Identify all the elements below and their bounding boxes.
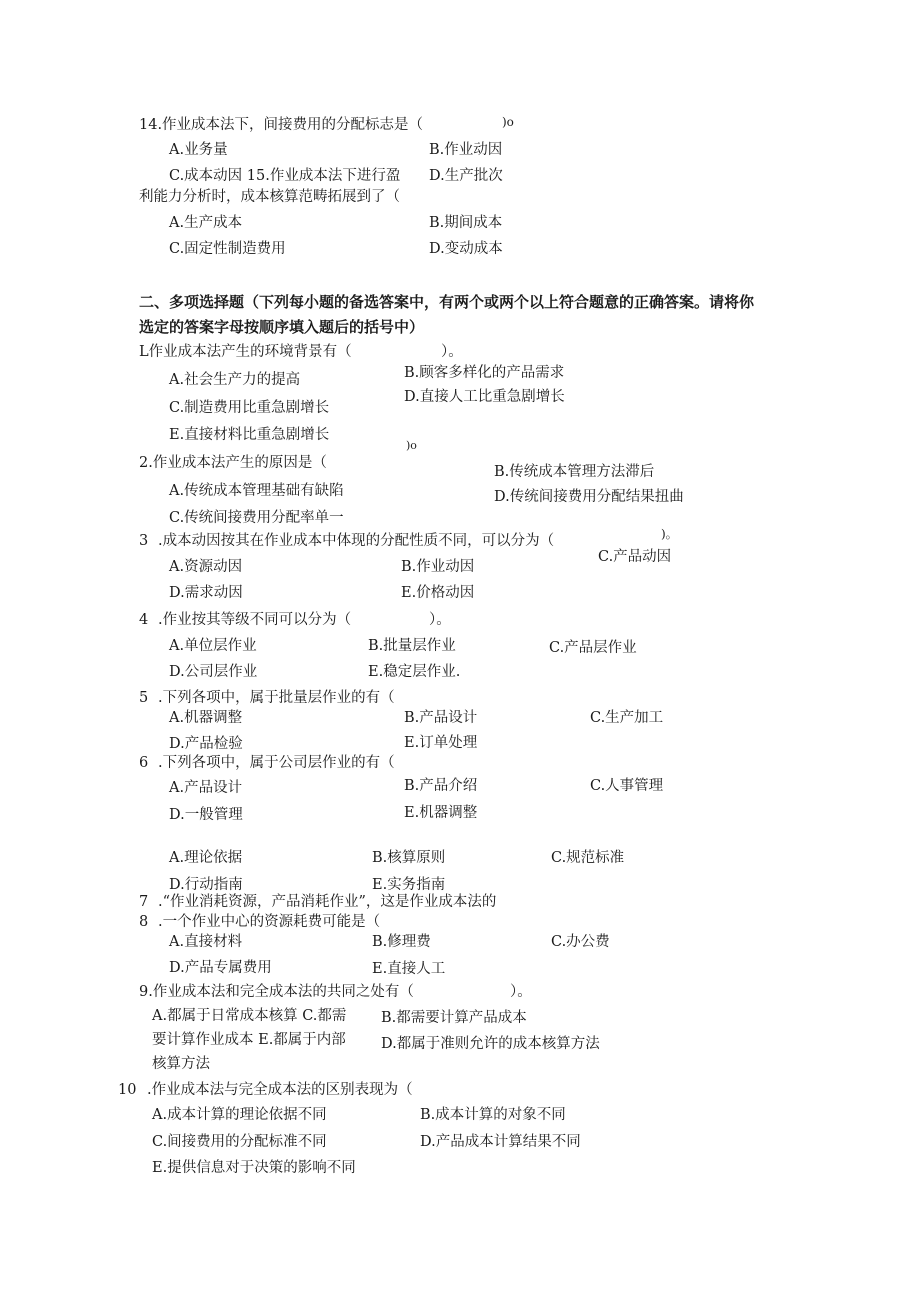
m1-stem: L作业成本法产生的环境背景有（ — [139, 344, 352, 360]
m6-option-b: B.产品介绍 — [404, 778, 478, 794]
m4-option-a: A.单位层作业 — [169, 638, 257, 654]
m3-stem-end: )。 — [661, 527, 678, 541]
q15-stem: 利能力分析时，成本核算范畴拓展到了（ — [139, 189, 400, 205]
m3-number: 3 — [139, 533, 149, 549]
m4-stem: .作业按其等级不同可以分为（ — [158, 612, 352, 628]
m3-option-d: D.需求动因 — [169, 585, 243, 601]
m4-option-d: D.公司层作业 — [169, 664, 258, 680]
q14-option-c-q15-start: C.成本动因 15.作业成本法下进行盈 — [169, 168, 401, 184]
m9-stem: 9.作业成本法和完全成本法的共同之处有（ — [139, 984, 414, 1000]
m8-option-c: C.办公费 — [551, 934, 610, 950]
m8-number: 8 — [139, 914, 149, 930]
q15-option-b: B.期间成本 — [429, 215, 503, 231]
m5-stem: .下列各项中，属于批量层作业的有（ — [158, 690, 395, 706]
m2-option-b: B.传统成本管理方法滞后 — [494, 464, 655, 480]
m1-option-e: E.直接材料比重急剧增长 — [169, 427, 330, 443]
m8-stem: .一个作业中心的资源耗费可能是（ — [158, 914, 381, 930]
m2-stem: 2.作业成本法产生的原因是（ — [139, 455, 327, 471]
m1-option-d: D.直接人工比重急剧增长 — [404, 389, 565, 405]
m9-option-b: B.都需要计算产品成本 — [381, 1010, 527, 1026]
m7-option-e: E.实务指南 — [372, 877, 446, 893]
q15-option-d: D.变动成本 — [429, 241, 503, 257]
m1-stem-end: ）。 — [441, 344, 463, 360]
m1-stray-mark: )o — [406, 439, 417, 452]
m7-option-b: B.核算原则 — [372, 850, 446, 866]
m4-option-e: E.稳定层作业. — [368, 664, 461, 680]
m1-option-c: C.制造费用比重急剧增长 — [169, 400, 330, 416]
m4-stem-end: ）。 — [429, 612, 451, 628]
m9-options-line3: 核算方法 — [152, 1056, 210, 1072]
m7-option-d: D.行动指南 — [169, 877, 243, 893]
m10-option-d: D.产品成本计算结果不同 — [420, 1134, 581, 1150]
m4-number: 4 — [139, 612, 149, 628]
q14-option-d: D.生产批次 — [429, 168, 503, 184]
m8-option-b: B.修理费 — [372, 934, 431, 950]
m10-option-b: B.成本计算的对象不同 — [420, 1107, 566, 1123]
m6-option-d: D.一般管理 — [169, 807, 243, 823]
m5-option-a: A.机器调整 — [169, 710, 243, 726]
m3-option-c: C.产品动因 — [598, 549, 672, 565]
q14-option-b: B.作业动因 — [429, 142, 503, 158]
m7-option-c: C.规范标准 — [551, 850, 625, 866]
m5-number: 5 — [139, 690, 149, 706]
m3-option-a: A.资源动因 — [169, 559, 243, 575]
m2-option-c: C.传统间接费用分配率单一 — [169, 510, 344, 526]
m6-option-e: E.机器调整 — [404, 805, 478, 821]
m8-option-e: E.直接人工 — [372, 961, 446, 977]
m6-option-c: C.人事管理 — [590, 778, 664, 794]
m5-option-e: E.订单处理 — [404, 735, 478, 751]
m10-option-c: C.间接费用的分配标准不同 — [152, 1134, 327, 1150]
m6-stem: .下列各项中，属于公司层作业的有（ — [158, 755, 395, 771]
m3-option-b: B.作业动因 — [401, 559, 475, 575]
m3-stem: .成本动因按其在作业成本中体现的分配性质不同，可以分为（ — [158, 533, 555, 549]
m5-option-c: C.生产加工 — [590, 710, 664, 726]
m9-options-line2: 要计算作业成本 E.都属于内部 — [152, 1032, 346, 1048]
q15-option-a: A.生产成本 — [169, 215, 243, 231]
m2-option-a: A.传统成本管理基础有缺陷 — [169, 483, 344, 499]
m7-stem: .“作业消耗资源，产品消耗作业”，这是作业成本法的 — [158, 894, 497, 910]
q14-option-a: A.业务量 — [169, 142, 228, 158]
m10-option-e: E.提供信息对于决策的影响不同 — [152, 1160, 356, 1176]
m5-option-d: D.产品检验 — [169, 736, 243, 752]
m6-number: 6 — [139, 755, 149, 771]
m1-option-a: A.社会生产力的提高 — [169, 372, 301, 388]
m8-option-d: D.产品专属费用 — [169, 960, 272, 976]
m1-option-b: B.顾客多样化的产品需求 — [404, 365, 565, 381]
m9-option-d: D.都属于准则允许的成本核算方法 — [381, 1036, 600, 1052]
q14-stem-end: )o — [502, 115, 514, 129]
m10-stem: .作业成本法与完全成本法的区别表现为（ — [147, 1082, 413, 1098]
m7-number: 7 — [139, 894, 149, 910]
m7-option-a: A.理论依据 — [169, 850, 243, 866]
m10-number: 10 — [118, 1082, 137, 1098]
m5-option-b: B.产品设计 — [404, 710, 478, 726]
section-heading-line2: 选定的答案字母按顺序填入题后的括号中） — [139, 318, 425, 336]
m8-option-a: A.直接材料 — [169, 934, 243, 950]
q14-stem: 14.作业成本法下，间接费用的分配标志是（ — [139, 117, 424, 133]
section-heading-line1: 二、多项选择题（下列每小题的备选答案中，有两个或两个以上符合题意的正确答案。请将你 — [139, 293, 755, 311]
m6-option-a: A.产品设计 — [169, 780, 243, 796]
m9-stem-end: ）。 — [510, 984, 532, 1000]
m4-option-b: B.批量层作业 — [368, 638, 456, 654]
m3-option-e: E.价格动因 — [401, 585, 475, 601]
m9-options-line1: A.都属于日常成本核算 C.都需 — [152, 1008, 347, 1024]
m2-option-d: D.传统间接费用分配结果扭曲 — [494, 489, 684, 505]
m4-option-c: C.产品层作业 — [549, 640, 637, 656]
q15-option-c: C.固定性制造费用 — [169, 241, 286, 257]
m10-option-a: A.成本计算的理论依据不同 — [152, 1107, 327, 1123]
